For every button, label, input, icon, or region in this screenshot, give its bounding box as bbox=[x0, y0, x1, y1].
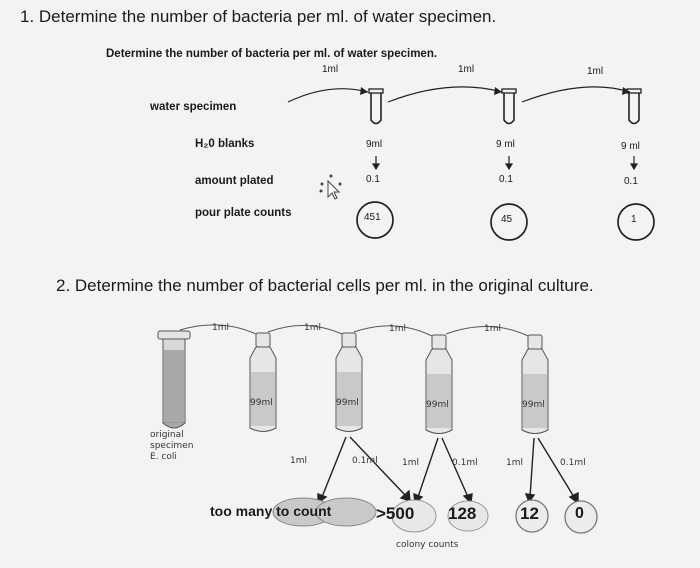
q2-transfer-label-2: 1ml bbox=[304, 323, 321, 333]
transfer-arrow-1 bbox=[288, 89, 368, 102]
q2-transfer-label-1: 1ml bbox=[212, 323, 229, 333]
colony-counts-label: colony counts bbox=[396, 540, 459, 550]
bottle-volume-3: 99ml bbox=[426, 400, 449, 410]
dilution-bottle-2 bbox=[336, 333, 362, 432]
count-over-500: >500 bbox=[376, 504, 415, 523]
row-label-blanks: H₂0 blanks bbox=[195, 138, 255, 150]
count-0: 0 bbox=[575, 505, 584, 522]
original-label-line-2: specimen bbox=[150, 441, 194, 451]
q2-transfer-label-4: 1ml bbox=[484, 324, 501, 334]
count-12: 12 bbox=[520, 504, 539, 523]
plating-volume-5: 1ml bbox=[506, 458, 523, 468]
transfer-label-3: 1ml bbox=[587, 66, 604, 77]
plate-count-1: 451 bbox=[364, 212, 381, 223]
dilution-bottle-3 bbox=[426, 335, 452, 434]
row-label-water: water specimen bbox=[150, 101, 237, 113]
test-tube-1 bbox=[369, 89, 383, 124]
plating-volume-1: 1ml bbox=[290, 456, 307, 466]
transfer-label-2: 1ml bbox=[458, 64, 475, 75]
original-specimen-label bbox=[150, 430, 193, 463]
bottle-volume-4: 99ml bbox=[522, 400, 545, 410]
row-label-counts: pour plate counts bbox=[195, 207, 292, 219]
plating-arrows bbox=[318, 437, 578, 503]
down-arrows bbox=[373, 156, 637, 169]
transfer-arrow-2 bbox=[388, 87, 502, 102]
arrowhead bbox=[494, 87, 502, 95]
arrowhead bbox=[360, 87, 368, 95]
question-1-title: 1. Determine the number of bacteria per ml. of water specimen. bbox=[20, 7, 497, 26]
test-tube-3 bbox=[627, 89, 641, 124]
amount-plated-2: 0.1 bbox=[499, 174, 513, 185]
plating-volume-3: 1ml bbox=[402, 458, 419, 468]
test-tube-2 bbox=[502, 89, 516, 124]
amount-plated-1: 0.1 bbox=[366, 174, 380, 185]
plating-volume-6: 0.1ml bbox=[560, 458, 586, 468]
original-label-line-1: original bbox=[150, 430, 184, 440]
bottle-volume-1: 99ml bbox=[250, 398, 273, 408]
plate-count-2: 45 bbox=[501, 214, 513, 225]
original-culture-tube bbox=[158, 331, 190, 428]
count-128: 128 bbox=[448, 504, 477, 523]
amount-plated-3: 0.1 bbox=[624, 176, 638, 187]
blank-volume-1: 9ml bbox=[366, 139, 383, 150]
row-label-plated: amount plated bbox=[195, 175, 274, 187]
count-too-many: too many to count bbox=[210, 503, 332, 519]
question-2-title: 2. Determine the number of bacterial cells per ml. in the original culture. bbox=[56, 276, 594, 295]
transfer-label-1: 1ml bbox=[322, 64, 339, 75]
dilution-bottle-4 bbox=[522, 335, 548, 434]
question-1-subtitle: Determine the number of bacteria per ml. of water specimen. bbox=[106, 48, 438, 60]
bottle-volume-2: 99ml bbox=[336, 398, 359, 408]
plating-volume-4: 0.1ml bbox=[452, 458, 478, 468]
dilution-bottle-1 bbox=[250, 333, 276, 432]
original-label-line-3: E. coli bbox=[150, 452, 177, 462]
plate-count-3: 1 bbox=[631, 214, 637, 225]
plating-volume-2: 0.1ml bbox=[352, 456, 378, 466]
blank-volume-2: 9 ml bbox=[496, 139, 515, 150]
transfer-arrow-3 bbox=[522, 87, 630, 102]
blank-volume-3: 9 ml bbox=[621, 141, 640, 152]
q2-transfer-label-3: 1ml bbox=[389, 324, 406, 334]
move-cursor-icon bbox=[320, 175, 341, 199]
